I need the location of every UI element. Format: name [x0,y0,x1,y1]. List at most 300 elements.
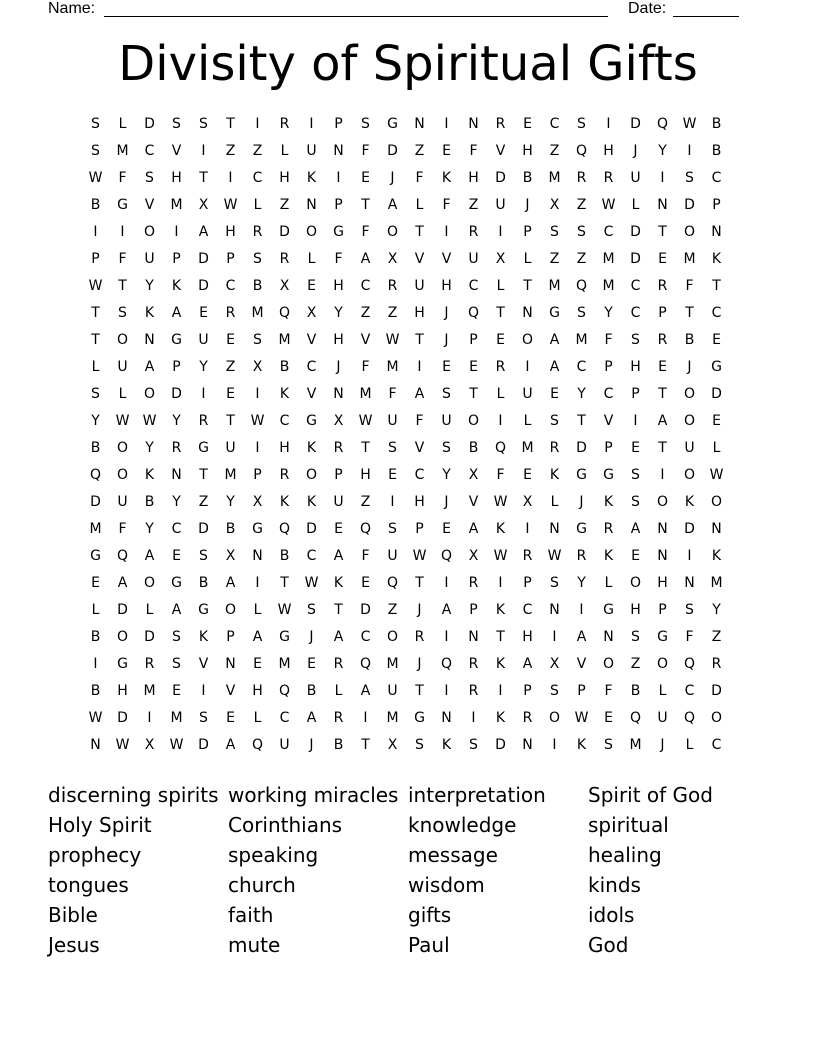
grid-letter: M [683,251,696,267]
grid-letter: W [223,197,238,213]
grid-letter: D [711,386,722,402]
grid-letter: D [630,224,641,240]
grid-letter: I [498,575,503,591]
grid-letter: X [468,467,479,483]
grid-letter: B [279,359,290,375]
grid-letter: M [386,656,399,672]
grid-letter: O [305,467,318,483]
grid-row [82,543,730,570]
grid-letter: S [388,521,397,537]
grid-letter: X [387,737,398,753]
grid-letter: J [390,170,395,186]
grid-letter: S [550,683,559,699]
grid-letter: P [523,683,532,699]
grid-letter: X [252,359,263,375]
grid-letter: W [169,737,184,753]
grid-letter: Q [683,710,696,726]
grid-letter: M [170,710,183,726]
grid-letter: I [606,116,611,132]
grid-letter: G [252,521,263,537]
word-list-item: Bible [48,903,98,927]
grid-letter: R [279,251,290,267]
grid-letter: W [115,413,130,429]
word-list-item: speaking [228,843,319,867]
grid-letter: I [525,359,530,375]
grid-letter: R [252,224,263,240]
grid-letter: P [91,251,100,267]
grid-letter: K [279,386,290,402]
grid-letter: S [361,116,370,132]
grid-letter: K [495,710,506,726]
grid-letter: B [711,116,722,132]
grid-letter: C [144,143,155,159]
grid-letter: T [334,602,343,618]
grid-letter: V [414,440,425,456]
grid-letter: P [334,116,343,132]
grid-letter: G [198,602,209,618]
grid-letter: Y [658,143,667,159]
grid-letter: U [441,413,452,429]
grid-letter: I [660,170,665,186]
grid-letter: U [306,143,317,159]
grid-letter: H [171,170,182,186]
grid-letter: G [117,197,128,213]
grid-letter: I [255,116,260,132]
grid-letter: G [387,116,398,132]
grid-letter: S [172,116,181,132]
grid-letter: O [305,224,318,240]
word-list-item: working miracles [228,783,399,807]
word-list-item: Corinthians [228,813,343,837]
grid-letter: R [657,332,668,348]
grid-row [82,273,730,300]
grid-letter: L [496,386,505,402]
grid-letter: Z [576,197,587,213]
grid-letter: M [602,251,615,267]
grid-letter: P [523,575,532,591]
grid-letter: E [658,359,667,375]
grid-letter: F [388,386,397,402]
grid-letter: W [385,332,400,348]
grid-letter: F [685,278,694,294]
grid-letter: F [685,629,694,645]
grid-letter: M [575,332,588,348]
grid-letter: C [414,467,425,483]
grid-letter: A [360,683,371,699]
grid-letter: R [333,440,344,456]
grid-letter: I [633,413,638,429]
grid-letter: I [444,116,449,132]
grid-letter: N [468,629,479,645]
grid-letter: T [523,278,532,294]
grid-letter: T [226,116,235,132]
grid-letter: T [658,224,667,240]
grid-letter: K [549,467,560,483]
grid-letter: D [198,737,209,753]
grid-letter: V [144,197,155,213]
grid-letter: F [334,251,343,267]
grid-letter: S [577,116,586,132]
grid-letter: N [684,575,695,591]
grid-letter: M [386,710,399,726]
grid-letter: A [468,521,479,537]
grid-letter: M [224,467,237,483]
grid-row [82,651,730,678]
grid-letter: N [603,629,614,645]
grid-letter: L [253,602,262,618]
grid-letter: A [225,575,236,591]
grid-letter: A [522,656,533,672]
grid-letter: P [469,602,478,618]
grid-letter: L [91,359,100,375]
grid-letter: Q [359,656,372,672]
grid-row [82,624,730,651]
grid-letter: I [687,143,692,159]
grid-letter: L [307,251,316,267]
grid-letter: E [361,170,370,186]
grid-row [82,327,730,354]
grid-letter: R [711,656,722,672]
grid-letter: I [174,224,179,240]
grid-letter: I [525,521,530,537]
grid-letter: F [415,170,424,186]
grid-letter: V [414,251,425,267]
grid-letter: N [657,521,668,537]
grid-letter: I [255,575,260,591]
grid-letter: L [712,440,721,456]
grid-letter: F [361,359,370,375]
grid-letter: V [225,683,236,699]
grid-letter: P [658,305,667,321]
grid-letter: K [711,251,722,267]
grid-letter: Y [442,467,451,483]
grid-letter: S [91,143,100,159]
grid-letter: Z [630,656,641,672]
grid-letter: T [361,197,370,213]
grid-letter: C [576,359,587,375]
grid-letter: B [144,494,155,510]
grid-letter: I [201,683,206,699]
grid-letter: C [279,413,290,429]
grid-letter: H [360,467,371,483]
grid-letter: D [90,494,101,510]
grid-row [82,192,730,219]
grid-letter: E [226,386,235,402]
grid-letter: M [278,656,291,672]
grid-letter: T [496,305,505,321]
grid-letter: S [415,737,424,753]
grid-letter: C [711,737,722,753]
grid-letter: J [444,305,449,321]
grid-letter: L [658,683,667,699]
grid-letter: T [280,575,289,591]
grid-letter: Z [711,629,722,645]
grid-letter: E [172,548,181,564]
grid-letter: Q [278,305,291,321]
grid-row [82,246,730,273]
grid-letter: B [90,197,101,213]
grid-letter: Z [387,602,398,618]
grid-letter: T [199,170,208,186]
grid-letter: U [630,170,641,186]
grid-letter: A [333,548,344,564]
grid-letter: J [309,629,314,645]
grid-letter: S [631,332,640,348]
grid-letter: W [250,413,265,429]
grid-letter: I [201,386,206,402]
grid-letter: U [117,494,128,510]
grid-letter: K [441,170,452,186]
grid-letter: Z [225,143,236,159]
grid-letter: R [576,548,587,564]
grid-letter: O [548,710,561,726]
grid-letter: I [444,224,449,240]
grid-letter: F [361,143,370,159]
grid-row [82,489,730,516]
grid-letter: X [549,197,560,213]
grid-letter: G [306,413,317,429]
grid-letter: E [442,143,451,159]
grid-letter: Z [360,305,371,321]
grid-letter: S [577,305,586,321]
grid-letter: R [657,278,668,294]
grid-letter: K [306,494,317,510]
grid-letter: D [360,602,371,618]
grid-row [82,165,730,192]
grid-letter: R [279,467,290,483]
grid-letter: O [683,467,696,483]
word-list-item: message [408,843,498,867]
grid-letter: P [712,197,721,213]
grid-letter: W [601,197,616,213]
grid-letter: R [414,629,425,645]
grid-letter: E [307,656,316,672]
grid-letter: T [226,413,235,429]
grid-letter: S [172,656,181,672]
grid-letter: W [493,548,508,564]
grid-letter: G [549,305,560,321]
grid-letter: A [414,386,425,402]
grid-letter: Y [91,413,100,429]
grid-letter: E [523,467,532,483]
grid-letter: J [687,359,692,375]
grid-letter: E [712,413,721,429]
grid-letter: H [630,602,641,618]
grid-letter: K [495,521,506,537]
grid-letter: O [116,440,129,456]
grid-letter: T [361,440,370,456]
grid-letter: R [468,683,479,699]
grid-letter: S [550,575,559,591]
grid-letter: Q [359,521,372,537]
grid-letter: K [279,494,290,510]
grid-letter: G [90,548,101,564]
grid-letter: A [657,413,668,429]
grid-letter: Q [386,575,399,591]
grid-letter: C [279,710,290,726]
grid-letter: W [412,548,427,564]
grid-letter: Y [712,602,721,618]
grid-letter: K [684,494,695,510]
grid-letter: S [469,737,478,753]
grid-letter: X [522,494,533,510]
grid-letter: A [549,359,560,375]
grid-row [82,138,730,165]
grid-letter: V [603,413,614,429]
grid-letter: D [387,143,398,159]
word-list-row [48,930,768,960]
grid-letter: A [171,602,182,618]
grid-letter: X [495,251,506,267]
grid-letter: E [496,332,505,348]
grid-letter: N [441,710,452,726]
grid-letter: X [468,548,479,564]
grid-letter: R [468,656,479,672]
grid-letter: W [493,494,508,510]
grid-letter: H [603,143,614,159]
grid-letter: F [118,251,127,267]
grid-letter: S [91,116,100,132]
grid-row [82,732,730,759]
grid-letter: J [417,656,422,672]
grid-letter: R [144,656,155,672]
grid-letter: R [522,710,533,726]
grid-letter: H [522,143,533,159]
grid-letter: N [522,737,533,753]
grid-letter: B [279,548,290,564]
grid-letter: C [171,521,182,537]
grid-letter: I [552,737,557,753]
grid-letter: S [631,467,640,483]
grid-letter: E [226,710,235,726]
grid-letter: X [198,197,209,213]
grid-letter: W [304,575,319,591]
grid-letter: U [522,386,533,402]
grid-letter: C [711,170,722,186]
grid-letter: R [495,116,506,132]
grid-letter: A [441,602,452,618]
grid-letter: Z [387,305,398,321]
grid-letter: G [333,224,344,240]
grid-letter: Z [252,143,263,159]
grid-letter: Z [414,143,425,159]
grid-letter: R [603,170,614,186]
grid-letter: N [657,548,668,564]
grid-letter: V [576,656,587,672]
grid-letter: L [118,386,127,402]
grid-letter: X [252,494,263,510]
grid-letter: O [467,413,480,429]
grid-letter: Q [278,521,291,537]
grid-letter: U [387,683,398,699]
grid-letter: D [495,737,506,753]
grid-letter: K [306,170,317,186]
word-list-item: knowledge [408,813,517,837]
grid-letter: D [711,683,722,699]
name-blank-line [104,16,608,17]
grid-letter: X [279,278,290,294]
grid-letter: B [225,521,236,537]
grid-letter: B [252,278,263,294]
word-list-item: mute [228,933,281,957]
grid-letter: Z [549,143,560,159]
grid-letter: N [225,656,236,672]
grid-letter: F [469,143,478,159]
word-list-item: Paul [408,933,450,957]
grid-letter: X [225,548,236,564]
grid-letter: G [414,710,425,726]
grid-letter: E [442,521,451,537]
word-list-item: idols [588,903,635,927]
grid-letter: E [712,332,721,348]
grid-letter: L [253,197,262,213]
grid-letter: C [630,305,641,321]
grid-letter: I [363,710,368,726]
grid-letter: F [604,332,613,348]
grid-letter: G [576,521,587,537]
grid-letter: T [658,440,667,456]
grid-letter: L [91,602,100,618]
grid-letter: N [306,197,317,213]
grid-letter: Q [494,440,507,456]
grid-row [82,219,730,246]
grid-letter: P [658,602,667,618]
grid-letter: T [415,575,424,591]
grid-letter: K [603,494,614,510]
grid-letter: K [306,440,317,456]
grid-letter: N [549,521,560,537]
grid-letter: U [657,710,668,726]
grid-letter: S [685,170,694,186]
grid-letter: W [88,710,103,726]
grid-letter: I [579,602,584,618]
grid-letter: R [225,305,236,321]
grid-letter: X [333,413,344,429]
grid-letter: F [361,548,370,564]
grid-letter: M [548,278,561,294]
grid-row [82,516,730,543]
word-list-item: church [228,873,296,897]
grid-letter: I [417,359,422,375]
grid-letter: B [90,440,101,456]
grid-letter: G [603,602,614,618]
grid-letter: P [631,386,640,402]
grid-letter: M [521,440,534,456]
grid-letter: V [306,386,317,402]
grid-letter: W [277,602,292,618]
grid-letter: D [171,386,182,402]
grid-letter: Y [604,305,613,321]
letter-grid [82,111,730,759]
grid-letter: C [306,548,317,564]
grid-letter: C [603,386,614,402]
grid-letter: E [253,656,262,672]
grid-letter: T [91,332,100,348]
grid-letter: K [144,467,155,483]
grid-letter: I [309,116,314,132]
grid-letter: I [444,683,449,699]
grid-letter: L [118,116,127,132]
grid-letter: M [710,575,723,591]
grid-letter: T [685,305,694,321]
grid-letter: E [469,359,478,375]
grid-letter: S [550,413,559,429]
grid-letter: Q [440,548,453,564]
grid-letter: A [576,629,587,645]
grid-letter: A [306,710,317,726]
grid-letter: U [495,197,506,213]
grid-letter: E [226,332,235,348]
